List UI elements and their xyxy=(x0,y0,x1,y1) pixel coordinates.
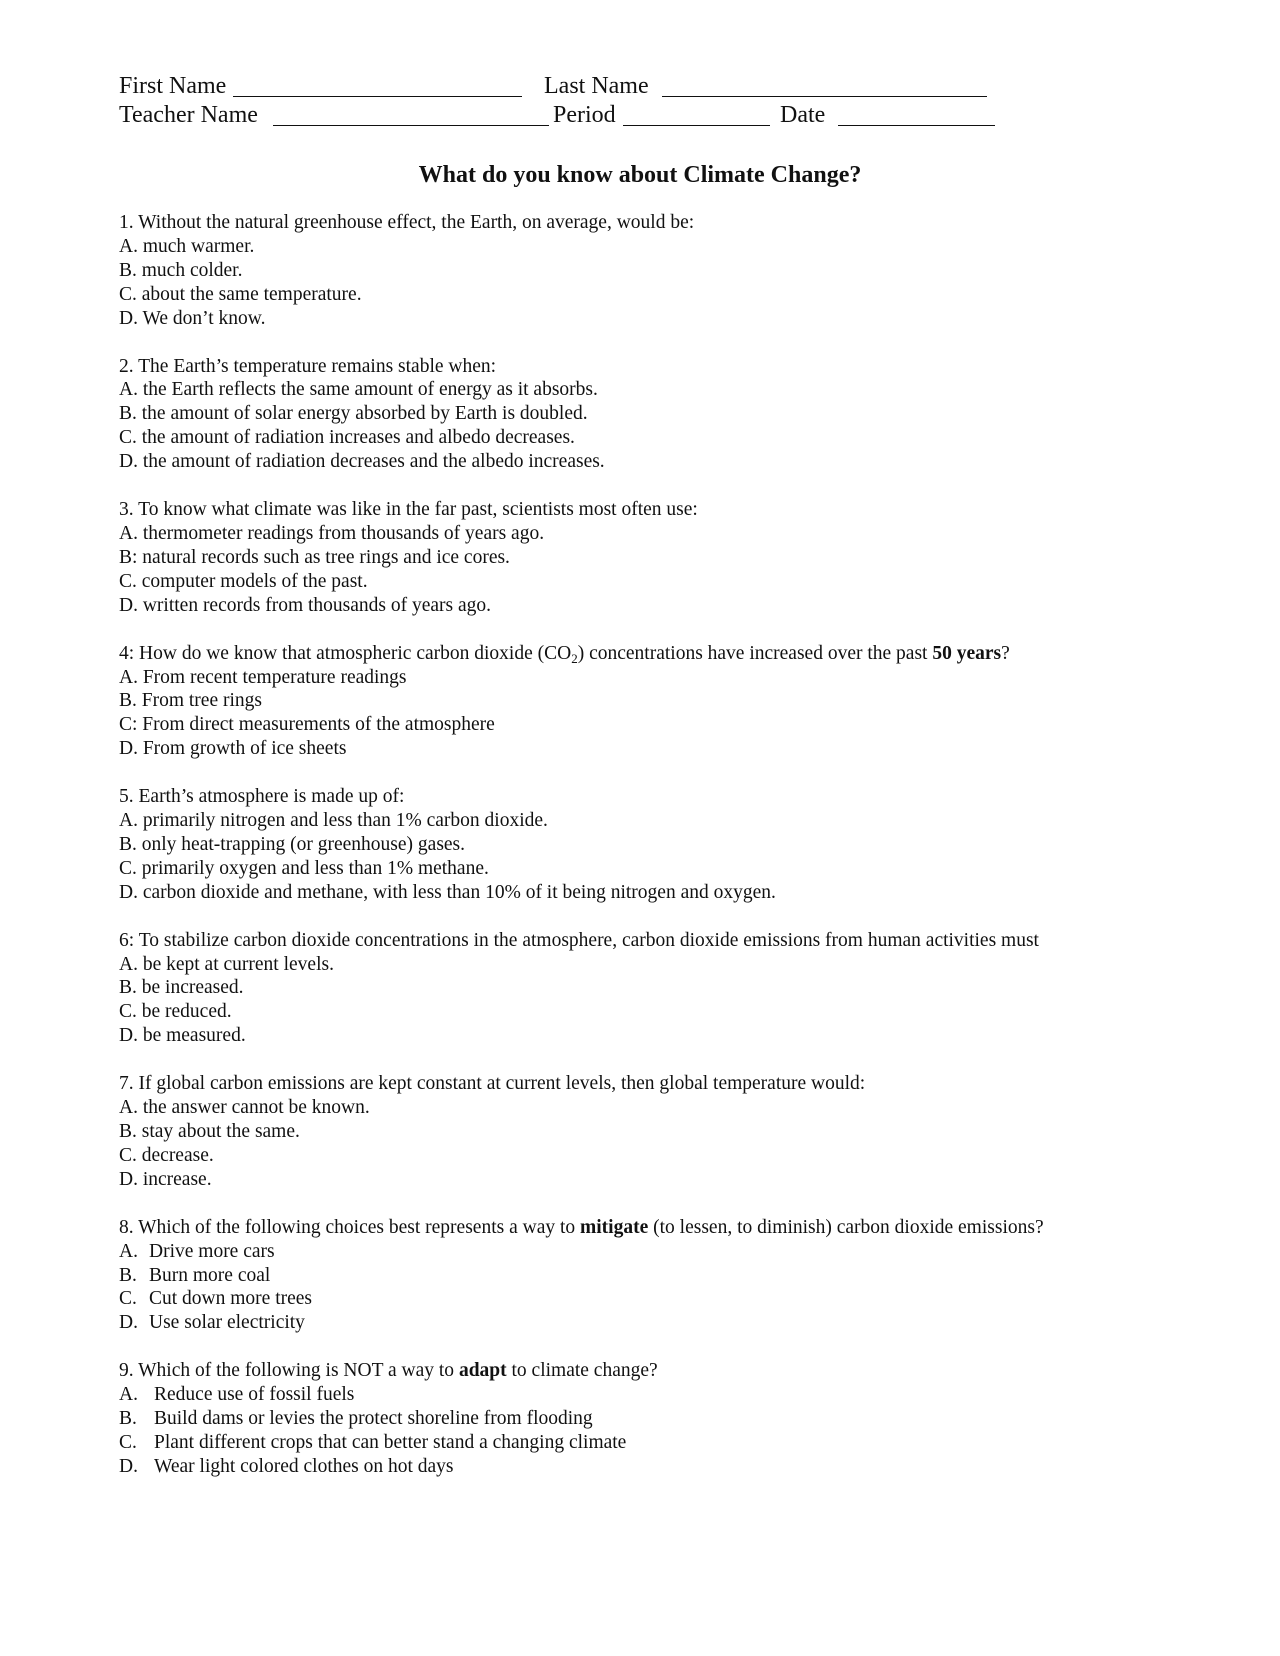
stem-text: to climate change? xyxy=(506,1360,658,1382)
teacher-name-blank[interactable] xyxy=(273,125,549,126)
option-text: Wear light colored clothes on hot days xyxy=(154,1455,454,1477)
question-4 xyxy=(119,642,1229,762)
question-9 xyxy=(119,1359,1229,1479)
option-text: Cut down more trees xyxy=(149,1288,313,1310)
answer-option[interactable]: B. only heat-trapping (or greenhouse) gases. xyxy=(119,833,466,855)
answer-option[interactable]: A. the answer cannot be known. xyxy=(119,1097,370,1119)
answer-option[interactable]: D. From growth of ice sheets xyxy=(119,738,347,760)
answer-option[interactable] xyxy=(119,1455,1229,1479)
question-7 xyxy=(119,1072,1229,1192)
stem-text: ? xyxy=(1001,642,1010,664)
question-1 xyxy=(119,211,1229,331)
option-text: Burn more coal xyxy=(149,1264,271,1286)
question-2 xyxy=(119,355,1229,475)
question-3 xyxy=(119,498,1229,618)
subscript-2: 2 xyxy=(571,650,578,666)
question-6 xyxy=(119,929,1229,1049)
question-stem: 6: To stabilize carbon dioxide concentrations in the atmosphere, carbon dioxide emissions from human activities must xyxy=(119,929,1039,951)
teacher-name-label: Teacher Name xyxy=(119,102,258,128)
option-letter: A. xyxy=(119,1384,138,1406)
answer-option[interactable]: D. the amount of radiation decreases and the albedo increases. xyxy=(119,451,605,473)
question-stem xyxy=(119,1216,1229,1240)
stem-text: (to lessen, to diminish) carbon dioxide emissions? xyxy=(648,1216,1044,1238)
question-stem: 1. Without the natural greenhouse effect, the Earth, on average, would be: xyxy=(119,212,695,233)
period-label: Period xyxy=(553,102,616,128)
question-stem xyxy=(119,1359,1229,1383)
question-5 xyxy=(119,785,1229,905)
answer-option[interactable]: C: From direct measurements of the atmosphere xyxy=(119,714,495,736)
last-name-blank[interactable] xyxy=(662,96,987,97)
answer-option[interactable]: A. the Earth reflects the same amount of energy as it absorbs. xyxy=(119,379,598,401)
answer-option[interactable]: C. about the same temperature. xyxy=(119,283,362,305)
answer-option[interactable]: A. thermometer readings from thousands of years ago. xyxy=(119,522,545,544)
answer-option[interactable]: B. stay about the same. xyxy=(119,1121,300,1142)
option-letter: B. xyxy=(119,1264,137,1286)
option-text: Use solar electricity xyxy=(149,1312,305,1334)
last-name-label: Last Name xyxy=(544,73,649,99)
question-stem: 2. The Earth’s temperature remains stable when: xyxy=(119,355,497,377)
option-letter: A. xyxy=(119,1240,138,1262)
answer-option[interactable]: D. increase. xyxy=(119,1168,212,1190)
answer-option[interactable] xyxy=(119,1431,1229,1455)
option-letter: D. xyxy=(119,1312,138,1334)
page-title: What do you know about Climate Change? xyxy=(418,162,862,188)
question-8 xyxy=(119,1216,1229,1336)
answer-option[interactable] xyxy=(119,1264,1229,1288)
answer-option[interactable]: D. carbon dioxide and methane, with less than 10% of it being nitrogen and oxygen. xyxy=(119,881,776,903)
answer-option[interactable]: A. much warmer. xyxy=(119,235,255,257)
question-stem xyxy=(119,642,1229,666)
stem-text: 4: How do we know that atmospheric carbon dioxide (CO xyxy=(119,642,572,664)
answer-option[interactable]: A. primarily nitrogen and less than 1% carbon dioxide. xyxy=(119,810,548,832)
option-text: Reduce use of fossil fuels xyxy=(154,1384,355,1406)
date-blank[interactable] xyxy=(838,125,995,126)
question-stem: 7. If global carbon emissions are kept constant at current levels, then global temperature would: xyxy=(119,1073,866,1095)
answer-option[interactable]: B. be increased. xyxy=(119,977,244,999)
answer-option[interactable]: B. much colder. xyxy=(119,259,243,281)
stem-text: 8. Which of the following choices best represents a way to xyxy=(119,1216,581,1238)
stem-emphasis: 50 years xyxy=(932,642,1002,664)
answer-option[interactable]: D. be measured. xyxy=(119,1025,246,1047)
question-stem: 5. Earth’s atmosphere is made up of: xyxy=(119,786,405,808)
answer-option[interactable]: C. the amount of radiation increases and albedo decreases. xyxy=(119,427,575,449)
answer-option[interactable] xyxy=(119,1287,1229,1311)
answer-option[interactable]: C. be reduced. xyxy=(119,1001,232,1023)
first-name-blank[interactable] xyxy=(233,96,522,97)
stem-text: ) concentrations have increased over the past xyxy=(577,642,933,664)
answer-option[interactable] xyxy=(119,1311,1229,1335)
stem-text: 9. Which of the following is NOT a way to xyxy=(119,1360,459,1382)
answer-option[interactable] xyxy=(119,1407,1229,1431)
answer-option[interactable]: C. decrease. xyxy=(119,1144,214,1166)
option-letter: D. xyxy=(119,1455,138,1477)
question-list xyxy=(119,211,1229,1503)
answer-option[interactable]: C. primarily oxygen and less than 1% methane. xyxy=(119,857,489,879)
stem-emphasis: adapt xyxy=(458,1360,507,1382)
answer-option[interactable]: D. written records from thousands of years ago. xyxy=(119,594,492,616)
answer-option[interactable]: D. We don’t know. xyxy=(119,307,266,329)
option-letter: C. xyxy=(119,1431,137,1453)
stem-emphasis: mitigate xyxy=(580,1216,649,1238)
question-stem: 3. To know what climate was like in the far past, scientists most often use: xyxy=(119,499,698,521)
option-letter: C. xyxy=(119,1288,137,1310)
answer-option[interactable]: A. be kept at current levels. xyxy=(119,953,334,975)
option-text: Build dams or levies the protect shoreline from flooding xyxy=(154,1408,593,1430)
option-letter: B. xyxy=(119,1408,137,1430)
answer-option[interactable]: A. From recent temperature readings xyxy=(119,666,407,688)
answer-option[interactable]: B. From tree rings xyxy=(119,690,262,712)
answer-option[interactable] xyxy=(119,1240,1229,1264)
answer-option[interactable] xyxy=(119,1383,1229,1407)
option-text: Drive more cars xyxy=(149,1240,275,1262)
answer-option[interactable]: B: natural records such as tree rings and ice cores. xyxy=(119,546,510,568)
date-label: Date xyxy=(780,102,826,128)
answer-option[interactable]: B. the amount of solar energy absorbed by Earth is doubled. xyxy=(119,403,588,425)
period-blank[interactable] xyxy=(623,125,770,126)
answer-option[interactable]: C. computer models of the past. xyxy=(119,570,368,592)
option-text: Plant different crops that can better stand a changing climate xyxy=(154,1431,627,1453)
first-name-label: First Name xyxy=(119,73,227,99)
